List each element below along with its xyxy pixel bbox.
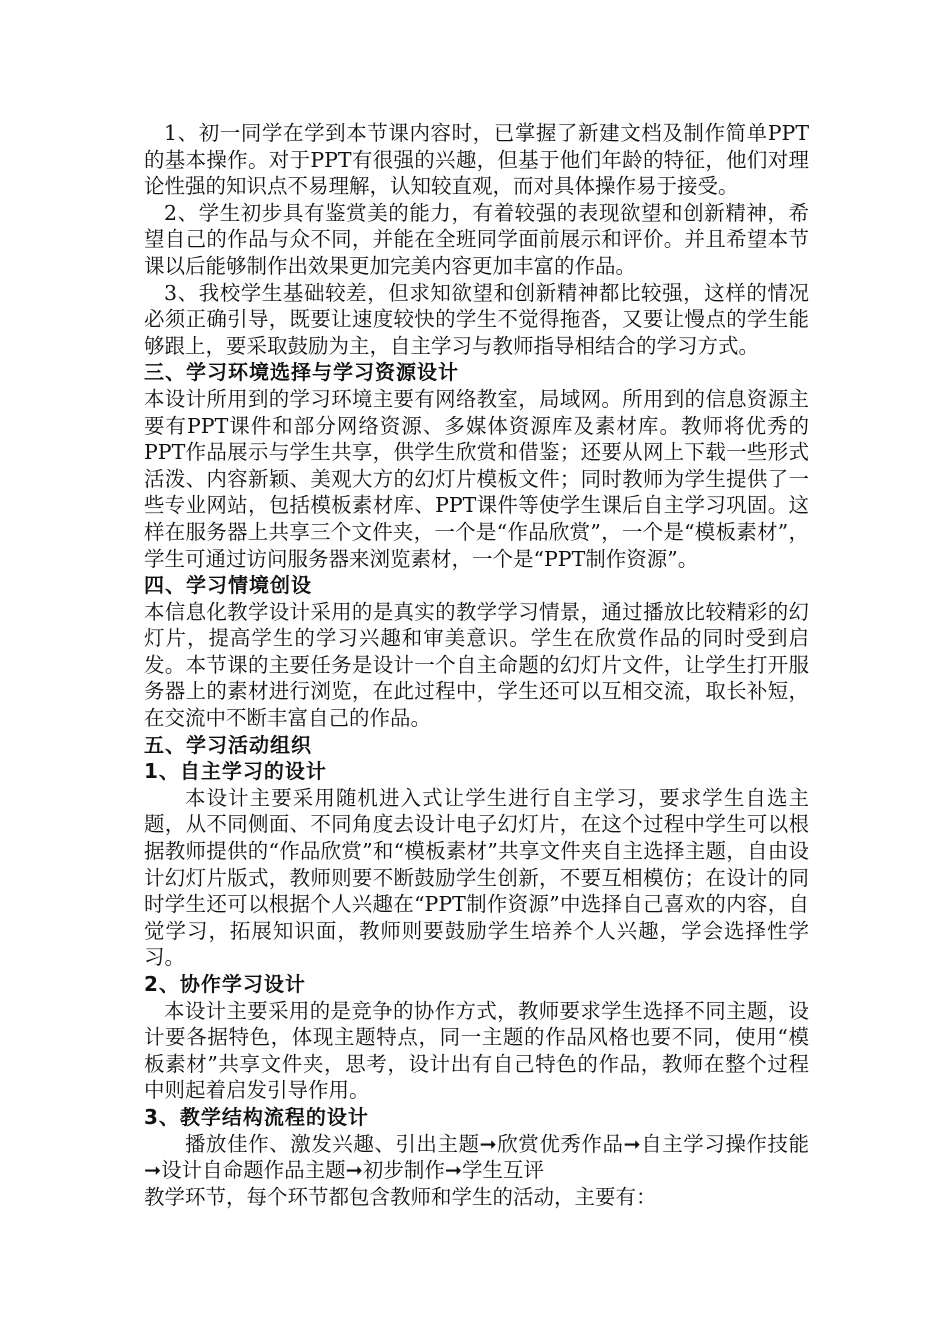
section-heading: 三、学习环境选择与学习资源设计 — [144, 360, 459, 385]
body-paragraph: 本设计所用到的学习环境主要有网络教室，局域网。所用到的信息资源主要有PPT课件和部分网络资源、多媒体资源库及素材库。教师将优秀的PPT作品展示与学生共享，供学生欣赏和借鉴；还要从网上下载一些形式活泼、内容新颖、美观大方的幻灯片模板文件；同时教师为学生提供了一些专业网站，包括模板素材库、PPT课件等使学生课后自主学习巩固。这样在服务器上共享三个文件夹，一个是“作品欣赏”，一个是“模板素材”，学生可通过访问服务器来浏览素材，一个是“PPT制作资源”。 — [144, 386, 809, 571]
section-heading: 五、学习活动组织 — [144, 732, 312, 757]
subsection-heading: 3、教学结构流程的设计 — [144, 1104, 369, 1129]
flow-paragraph: 播放佳作、激发兴趣、引出主题➞欣赏优秀作品➞自主学习操作技能➞设计自命题作品主题➞初步制作➞学生互评 — [144, 1131, 809, 1183]
subsection-heading: 1、自主学习的设计 — [144, 759, 327, 784]
body-paragraph: 3、我校学生基础较差，但求知欲望和创新精神都比较强，这样的情况必须正确引导，既要让速度较快的学生不觉得拖沓，又要让慢点的学生能够跟上，要采取鼓励为主，自主学习与教师指导相结合的学习方式。 — [144, 280, 809, 358]
body-paragraph: 本设计主要采用随机进入式让学生进行自主学习，要求学生自选主题，从不同侧面、不同角度去设计电子幻灯片，在这个过程中学生可以根据教师提供的“作品欣赏”和“模板素材”共享文件夹自主选择主题，自由设计幻灯片版式，教师则要不断鼓励学生创新，不要互相模仿；在设计的同时学生还可以根据个人兴趣在“PPT制作资源”中选择自己喜欢的内容，自觉学习，拓展知识面，教师则要鼓励学生培养个人兴趣，学会选择性学习。 — [144, 785, 809, 970]
body-paragraph: 本信息化教学设计采用的是真实的教学学习情景，通过播放比较精彩的幻灯片，提高学生的学习兴趣和审美意识。学生在欣赏作品的同时受到启发。本节课的主要任务是设计一个自主命题的幻灯片文件，让学生打开服务器上的素材进行浏览，在此过程中，学生还可以互相交流，取长补短，在交流中不断丰富自己的作品。 — [144, 599, 809, 731]
section-heading: 四、学习情境创设 — [144, 573, 312, 598]
subsection-heading: 2、协作学习设计 — [144, 972, 306, 996]
body-paragraph: 本设计主要采用的是竞争的协作方式，教师要求学生选择不同主题，设计要各据特色，体现主题特点，同一主题的作品风格也要不同，使用“模板素材”共享文件夹，思考，设计出有自己特色的作品，教师在整个过程中则起着启发引导作用。 — [144, 998, 809, 1103]
body-paragraph: 教学环节，每个环节都包含教师和学生的活动，主要有： — [144, 1184, 657, 1209]
body-paragraph: 2、学生初步具有鉴赏美的能力，有着较强的表现欲望和创新精神，希望自己的作品与众不同，并能在全班同学面前展示和评价。并且希望本节课以后能够制作出效果更加完美内容更加丰富的作品。 — [144, 200, 809, 278]
body-paragraph: 1、初一同学在学到本节课内容时，已掌握了新建文档及制作简单PPT的基本操作。对于PPT有很强的兴趣，但基于他们年龄的特征，他们对理论性强的知识点不易理解，认知较直观，而对具体操作易于接受。 — [144, 121, 809, 199]
document-page — [144, 120, 809, 1210]
